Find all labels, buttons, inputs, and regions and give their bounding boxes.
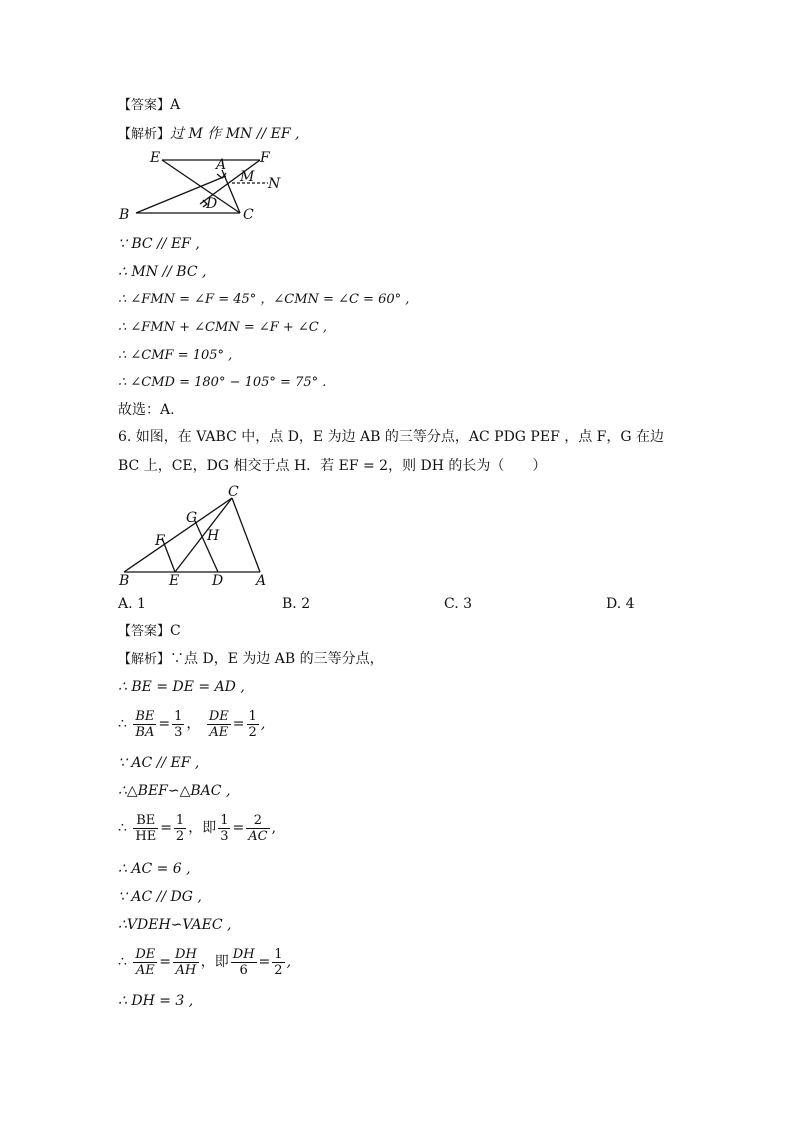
label-d: D	[206, 196, 218, 212]
label-c: C	[243, 207, 254, 223]
answer-value: A	[170, 97, 181, 113]
q6-step: ∴ AC = 6 ,	[118, 861, 191, 877]
fraction: $\frac{BE}{HE}$	[135, 812, 157, 844]
q5-step: ∵ BC // EF ,	[118, 236, 200, 252]
q6-figure	[110, 480, 285, 590]
option-a: A. 1	[118, 596, 146, 612]
q6-fraction-line: ∴ $\frac{BE}{HE}$ = $\frac{1}{2}$ ，即 $\frac{1}{3}$ = $\frac{2}{AC}$ ,	[118, 812, 277, 844]
fraction: $\frac{DE}{AE}$	[135, 946, 156, 978]
label-a: A	[216, 157, 227, 173]
q5-step: ∴ ∠CMF = 105° ,	[118, 348, 233, 363]
q6-step: ∴VDEH∽VAEC ,	[118, 917, 232, 933]
answer-tag: 【答案】	[118, 98, 171, 113]
q5-step: ∴ ∠FMN + ∠CMN = ∠F + ∠C ,	[118, 320, 328, 335]
q6-answer-line	[118, 622, 181, 641]
label-a: A	[256, 573, 267, 589]
q5-conclusion: 故选：A.	[118, 402, 175, 418]
q5-figure	[110, 148, 310, 228]
q5-analysis-line	[118, 125, 299, 144]
analysis-tag: 【解析】	[118, 652, 171, 667]
q6-step: ∵ AC // DG ,	[118, 889, 202, 905]
label-f: F	[260, 150, 270, 166]
analysis-intro: ∵点 D，E 为边 AB 的三等分点，	[170, 651, 384, 667]
q6-step: ∴△BEF∽△BAC ,	[118, 783, 231, 799]
fraction: $\frac{BE}{BA}$	[135, 708, 155, 740]
option-b: B. 2	[282, 596, 311, 612]
answer-tag: 【答案】	[118, 624, 171, 639]
label-m: M	[240, 169, 255, 185]
q6-step: ∵ AC // EF ,	[118, 755, 200, 771]
q5-step: ∴ ∠FMN = ∠F = 45° ，∠CMN = ∠C = 60° ,	[118, 292, 410, 307]
q6-analysis-line	[118, 650, 384, 669]
label-c: C	[228, 484, 239, 500]
analysis-intro: 过 M 作 MN // EF ,	[170, 126, 300, 142]
q6-stem-line-2: BC 上，CE，DG 相交于点 H．若 EF = 2，则 DH 的长为（ ）	[118, 458, 547, 474]
q5-step: ∴ ∠CMD = 180° − 105° = 75° .	[118, 375, 327, 390]
answer-value: C	[170, 623, 181, 639]
q6-step: ∴ DH = 3 ,	[118, 993, 194, 1009]
label-e: E	[169, 573, 180, 589]
label-b: B	[119, 573, 130, 589]
label-n: N	[268, 176, 281, 192]
fraction: $\frac{DH}{6}$	[232, 946, 255, 978]
fraction: $\frac{1}{2}$	[175, 812, 185, 844]
text-ji: ，即	[188, 820, 217, 836]
label-g: G	[186, 510, 198, 526]
segment-ca	[232, 498, 260, 572]
segment-ce	[175, 498, 232, 572]
text-ji: ，即	[200, 954, 229, 970]
fraction: $\frac{DE}{AE}$	[208, 708, 229, 740]
q5-answer-line	[118, 96, 180, 115]
option-c: C. 3	[444, 596, 473, 612]
q6-fraction-line: ∴ $\frac{BE}{BA}$ = $\frac{1}{3}$ ， $\frac{DE}{AE}$ = $\frac{1}{2}$ ,	[118, 708, 266, 740]
fraction: $\frac{DH}{AH}$	[175, 946, 197, 978]
option-d: D. 4	[606, 596, 635, 612]
q6-fraction-line: ∴ $\frac{DE}{AE}$ = $\frac{DH}{AH}$ ，即 $\frac{DH}{6}$ = $\frac{1}{2}$ ,	[118, 946, 292, 978]
label-e: E	[150, 150, 161, 166]
analysis-tag: 【解析】	[118, 127, 171, 142]
fraction: $\frac{2}{AC}$	[248, 812, 268, 844]
q6-step: ∴ BE = DE = AD ,	[118, 679, 245, 695]
label-f: F	[155, 533, 165, 549]
label-d: D	[212, 573, 224, 589]
fraction: $\frac{1}{3}$	[220, 812, 229, 844]
q6-stem-line-1: 6. 如图，在 VABC 中，点 D，E 为边 AB 的三等分点，AC PDG PEF ，点 F，G 在边	[118, 429, 665, 445]
fraction: $\frac{1}{2}$	[274, 946, 283, 978]
label-h: H	[207, 528, 220, 544]
label-b: B	[119, 207, 130, 223]
fraction: $\frac{1}{3}$	[174, 708, 183, 740]
fraction: $\frac{1}{2}$	[248, 708, 257, 740]
q5-step: ∴ MN // BC ,	[118, 264, 207, 280]
